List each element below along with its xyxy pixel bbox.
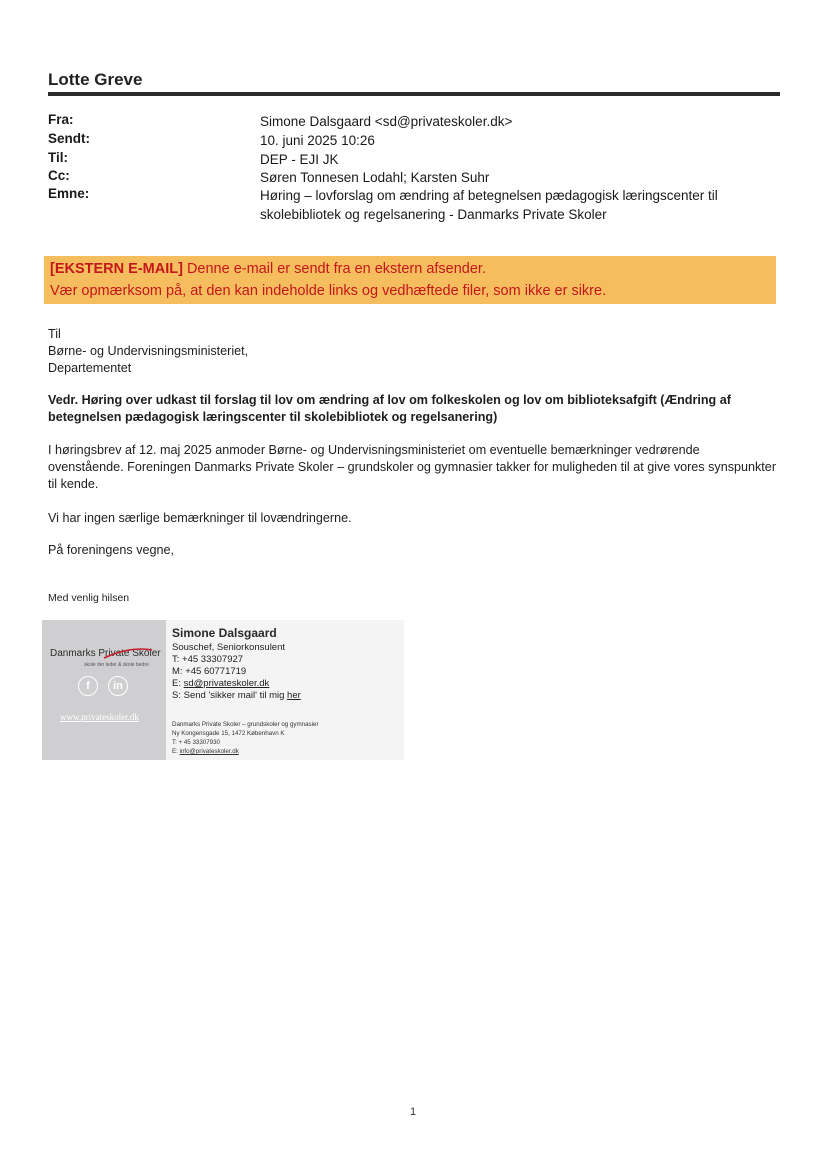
recipient-line: Børne- og Undervisningsministeriet, bbox=[48, 344, 249, 358]
signature-name: Simone Dalsgaard bbox=[172, 626, 277, 640]
mailbox-owner-name: Lotte Greve bbox=[48, 70, 143, 89]
subject-heading: Vedr. Høring over udkast til forslag til lov om ændring af lov om folkeskolen og lov om biblioteksafgift (Ændring af betegnelsen pædagogisk læringscenter til skolebibliotek og regelsanering) bbox=[48, 393, 731, 424]
header-label: Cc: bbox=[48, 168, 70, 183]
external-email-warning-banner bbox=[44, 256, 776, 304]
org-line: Danmarks Private Skoler – grundskoler og gymnasier bbox=[172, 721, 319, 728]
banner-tag: [EKSTERN E-MAIL] bbox=[50, 261, 183, 277]
header-value: Høring – lovforslag om ændring af betegnelsen pædagogisk læringscenter til skolebibliotek og regelsanering - Danmarks Private Skoler bbox=[260, 188, 718, 222]
banner-line2: Vær opmærksom på, at den kan indeholde links og vedhæftede filer, som ikke er sikre. bbox=[50, 283, 607, 299]
organization-logo: Danmarks Private Skoler bbox=[50, 648, 161, 659]
banner-line1: Denne e-mail er sendt fra en ekstern afsender. bbox=[182, 261, 486, 277]
header-value: 10. juni 2025 10:26 bbox=[260, 133, 375, 148]
header-label: Fra: bbox=[48, 112, 74, 127]
secure-mail-row bbox=[172, 690, 301, 701]
header-label: Til: bbox=[48, 150, 68, 165]
signature-mobile: M: +45 60771719 bbox=[172, 666, 247, 677]
closing-line: På foreningens vegne, bbox=[48, 543, 175, 557]
body-paragraph: I høringsbrev af 12. maj 2025 anmoder Børne- og Undervisningsministeriet om eventuelle bemærkninger vedrørende ovenstående. Foreningen Danmarks Private Skoler – grundskoler og gymnasier takker for muligheden til at give vores synspunkter til kende. bbox=[48, 443, 777, 491]
logo-swoosh-icon bbox=[102, 644, 156, 662]
recipient-line: Til bbox=[48, 327, 61, 341]
org-email-prefix: E: bbox=[172, 748, 180, 755]
page-number: 1 bbox=[410, 1106, 417, 1118]
website-link[interactable]: www.privateskoler.dk bbox=[60, 712, 139, 722]
secure-mail-text: S: Send 'sikker mail' til mig bbox=[172, 690, 288, 701]
secure-mail-link[interactable]: her bbox=[287, 690, 301, 701]
header-label: Emne: bbox=[48, 186, 90, 201]
logo-tagline: skole der leder & skole bedre bbox=[84, 662, 149, 668]
recipient-line: Departementet bbox=[48, 361, 132, 375]
signature-logo-card bbox=[42, 620, 166, 760]
greeting: Med venlig hilsen bbox=[48, 592, 130, 604]
org-phone: T: + 45 33307930 bbox=[172, 739, 220, 746]
body-paragraph: Vi har ingen særlige bemærkninger til lovændringerne. bbox=[48, 511, 352, 525]
signature-details bbox=[166, 620, 404, 760]
signature-email-row bbox=[172, 678, 269, 689]
org-email-row bbox=[172, 748, 239, 755]
signature-title: Souschef, Seniorkonsulent bbox=[172, 642, 286, 653]
linkedin-icon[interactable]: in bbox=[108, 676, 128, 696]
recipient-block bbox=[48, 326, 778, 377]
header-rule bbox=[48, 92, 780, 96]
org-address: Ny Kongensgade 15, 1472 København K bbox=[172, 730, 285, 737]
org-email-link[interactable]: info@privateskoler.dk bbox=[179, 748, 239, 755]
signature-email-link[interactable]: sd@privateskoler.dk bbox=[183, 678, 270, 689]
signature-phone: T: +45 33307927 bbox=[172, 654, 244, 665]
header-value: DEP - EJI JK bbox=[260, 152, 339, 167]
header-value: Simone Dalsgaard <sd@privateskoler.dk> bbox=[260, 114, 513, 129]
header-label: Sendt: bbox=[48, 131, 90, 146]
facebook-icon[interactable]: f bbox=[78, 676, 98, 696]
header-value: Søren Tonnesen Lodahl; Karsten Suhr bbox=[260, 170, 490, 185]
email-prefix: E: bbox=[172, 678, 184, 689]
